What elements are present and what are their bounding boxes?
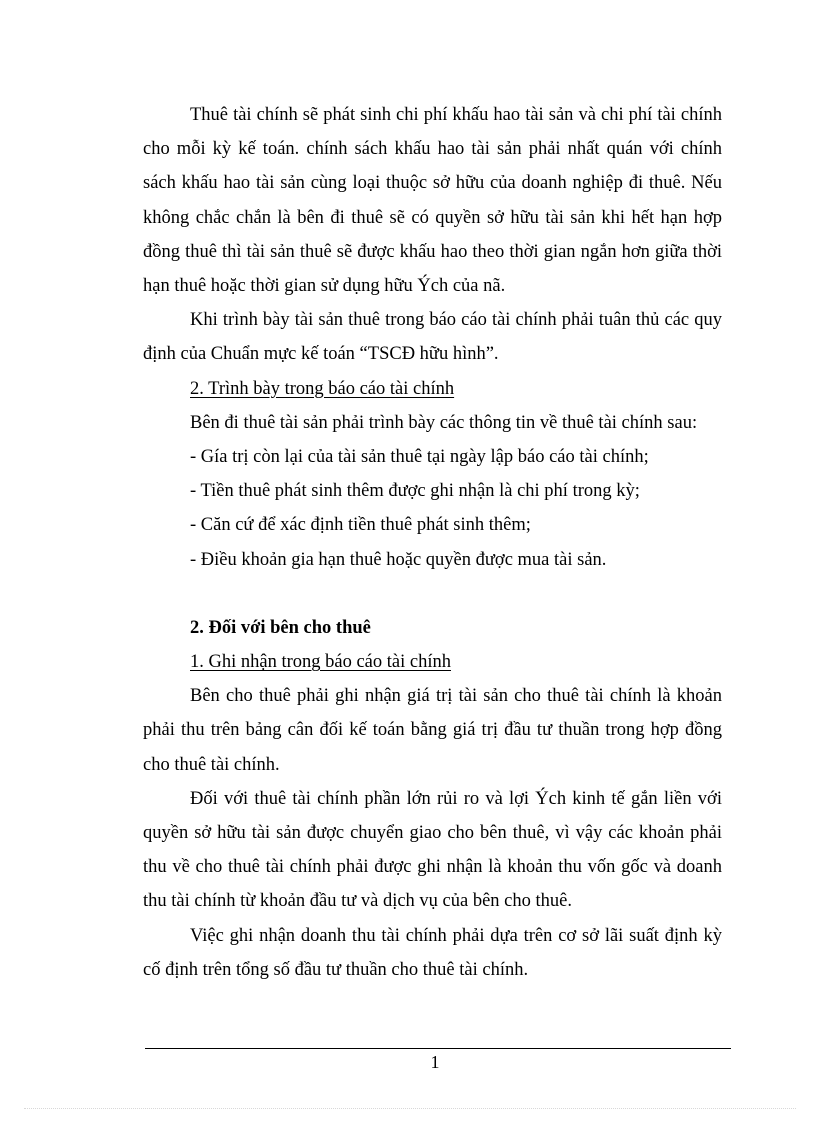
page-content: [143, 98, 722, 987]
paragraph-income-recognition: Việc ghi nhận doanh thu tài chính phải dựa trên cơ sở lãi suất định kỳ cố định trên tổng số đầu tư thuần cho thuê tài chính.: [143, 925, 722, 980]
paragraph-lessor-receivable: Bên cho thuê phải ghi nhận giá trị tài sản cho thuê tài chính là khoản phải thu trên bảng cân đối kế toán bằng giá trị đầu tư thuần trong hợp đồng cho thuê tài chính.: [143, 686, 722, 775]
list-item: - Điều khoản gia hạn thuê hoặc quyền được mua tài sản.: [190, 549, 607, 570]
subheading-presentation: [143, 372, 722, 406]
paragraph-risk-transfer: Đối với thuê tài chính phần lớn rủi ro và lợi Ých kinh tế gắn liền với quyền sở hữu tài sản được chuyển giao cho bên thuê, vì vậy các khoản phải thu về cho thuê tài chính phải được ghi nhận là khoản thu vốn gốc và doanh thu tài chính từ khoản đầu tư và dịch vụ của bên cho thuê.: [143, 788, 722, 912]
footer-divider: [145, 1048, 731, 1049]
paragraph-lessee-disclosure: Bên đi thuê tài sản phải trình bày các thông tin về thuê tài chính sau:: [190, 412, 698, 433]
subheading-recognition: [143, 645, 722, 679]
paragraph-depreciation: Thuê tài chính sẽ phát sinh chi phí khấu hao tài sản và chi phí tài chính cho mỗi kỳ kế toán. chính sách khấu hao tài sản phải nhất quán với chính sách khấu hao tài sản cùng loại thuộc sở hữu của doanh nghiệp đi thuê. Nếu không chắc chắn là bên đi thuê sẽ có quyền sở hữu tài sản khi hết hạn hợp đồng thuê thì tài sản thuê sẽ được khấu hao theo thời gian ngắn hơn giữa thời hạn thuê hoặc thời gian sử dụng hữu Ých của nã.: [143, 105, 722, 297]
list-item: - Gía trị còn lại của tài sản thuê tại ngày lập báo cáo tài chính;: [190, 447, 649, 468]
list-item: - Căn cứ để xác định tiền thuê phát sinh thêm;: [190, 515, 531, 536]
paragraph-presentation-rule: Khi trình bày tài sản thuê trong báo cáo tài chính phải tuân thủ các quy định của Chuẩn mực kế toán “TSCĐ hữu hình”.: [143, 310, 722, 365]
subheading-presentation-text: 2. Trình bày trong báo cáo tài chính: [190, 378, 455, 399]
list-item: - Tiền thuê phát sinh thêm được ghi nhận là chi phí trong kỳ;: [190, 481, 640, 502]
page-number: 1: [430, 1052, 440, 1072]
section-heading-lessor: 2. Đối với bên cho thuê: [190, 617, 371, 638]
subheading-recognition-text: 1. Ghi nhận trong báo cáo tài chính: [190, 652, 451, 673]
page-bottom-border: [24, 1108, 796, 1109]
